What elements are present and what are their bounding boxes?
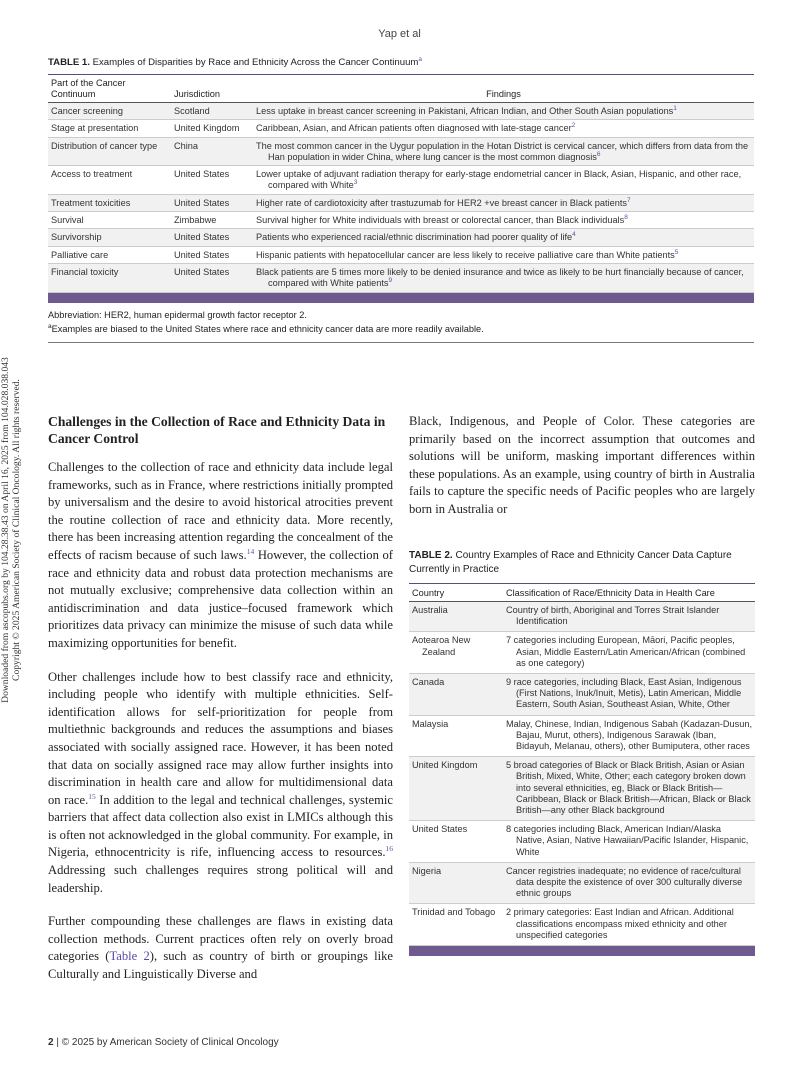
download-notice-line2: Copyright © 2025 American Society of Clinical Oncology. All rights reserved. [11, 379, 22, 681]
left-column [48, 413, 393, 1000]
table-2-cell-country: United Kingdom [412, 760, 478, 771]
table-1-cell-part: Stage at presentation [51, 123, 139, 134]
table-2-cell-classification: Cancer registries inadequate; no evidence of race/cultural data despite the existence of over 300 culturally diverse ethnic groups [506, 865, 743, 899]
table-1-row [48, 120, 754, 137]
table-1-title [48, 57, 754, 75]
running-header: Yap et al [378, 28, 421, 40]
table-1-bar [48, 293, 754, 303]
table-1-row [48, 263, 754, 292]
table-1-cell-jurisdiction: Zimbabwe [174, 215, 217, 226]
table-1 [48, 57, 754, 343]
table-2-cell-country: Nigeria [412, 865, 442, 876]
paragraph-2-text-c: Addressing such challenges requires strong political will and leadership. [48, 863, 393, 895]
table-1-cell-finding [256, 250, 751, 261]
table-2-row [409, 632, 755, 674]
paragraph-3-text-a: Further compounding these challenges are flaws in existing data collection methods. Current practices often rely on overly broad categories ( [48, 914, 393, 964]
table-1-finding-ref[interactable]: 8 [624, 214, 628, 222]
table-2-cell-classification: 2 primary categories: East Indian and African. Additional classifications encompass mixed ethnicity and other unspecified categories [506, 907, 734, 940]
paragraph-2-text-a: Other challenges include how to best classify race and ethnicity, including people who identify with multiple ethnicities. Self-identification allows for self-prioritization for people from multiethnic backgrounds and reduces the assumptions and biases associated with socially assigned race. However, it has been noted that data on socially assigned race may allow further insights into discrimination in health care and allow for multidimensional data on race. [48, 669, 393, 807]
table-1-row [48, 229, 754, 246]
table-2-row [409, 674, 755, 716]
table-1-cell-part: Access to treatment [51, 169, 133, 180]
table-1-cell-finding [256, 267, 751, 290]
table-1-finding-text: Lower uptake of adjuvant radiation therapy for early-stage endometrial cancer in Black, Asian, Hispanic, and other race, compared with White [256, 169, 742, 191]
table-2-label: TABLE 2. [409, 550, 453, 561]
table-1-cell-part: Survival [51, 215, 84, 226]
table-1-finding-ref[interactable]: 5 [674, 248, 679, 256]
paragraph-1-text-a: Challenges to the collection of race and ethnicity data include legal frameworks, such as in France, where restrictions initially prompted by universalism and the desire to avoid historical atrocities prevent the routine collection of race and ethnicity data. More recently, there has been increasing attention regarding the concealment of the effects of racism because of such laws. [48, 460, 393, 562]
table-1-footnote-text: Examples are biased to the United States where race and ethnicity cancer data are more readily available. [51, 323, 484, 334]
table-1-grid [48, 75, 754, 293]
table-2-cell-country: Trinidad and Tobago [412, 907, 496, 918]
table-1-finding-text: Hispanic patients with hepatocellular cancer are less likely to receive palliative care than White patients [256, 249, 675, 260]
table-1-finding-ref[interactable]: 2 [571, 122, 576, 130]
table-2-row [409, 715, 755, 757]
table-1-cell-part: Treatment toxicities [51, 197, 131, 208]
table-1-cell-finding [256, 215, 751, 226]
table-1-finding-ref[interactable]: 1 [673, 104, 677, 112]
table-2-cell-classification: 5 broad categories of Black or Black British, Asian or Asian British, Mixed, White, Other; each category broken down into several ethnicities, eg, Black or Black British—Caribbean, Black or Black British—African, Black or Black British—any other Black background [506, 760, 751, 816]
table-1-finding-ref[interactable]: 7 [627, 196, 631, 204]
table-2-cell-classification: 7 categories including European, Māori, Pacific peoples, Asian, Middle Eastern/Latin American/African (combined as one category) [506, 635, 746, 668]
table-1-cell-part: Distribution of cancer type [51, 140, 158, 151]
table-1-cell-part: Survivorship [51, 232, 102, 243]
page-footer [48, 1037, 279, 1048]
table-2-header-country: Country [409, 584, 503, 602]
table-1-caption: Examples of Disparities by Race and Ethnicity Across the Cancer Continuum [92, 57, 419, 68]
table-2-cell-country: Malaysia [412, 718, 449, 729]
table-1-body [48, 103, 754, 293]
paragraph-2 [48, 669, 393, 898]
table-1-row [48, 137, 754, 166]
table-1-finding-ref[interactable]: 4 [572, 231, 576, 239]
table-2-row [409, 821, 755, 863]
footer-separator: | [56, 1037, 62, 1048]
table-2-row [409, 904, 755, 946]
paragraph-2-text-b: In addition to the legal and technical challenges, systemic barriers that affect data collection also exist in LMICs although this is often not acknowledged in the global community. For example, in Nigeria, ethnocentricity is rife, influencing access to resources. [48, 792, 393, 860]
table-1-cell-finding [256, 232, 751, 243]
table-1-finding-text: Less uptake in breast cancer screening in Pakistani, African Indian, and Other South Asian populations [256, 106, 674, 116]
table-1-cell-jurisdiction: Scotland [174, 106, 210, 116]
table-2-cell-country: Aotearoa New Zealand [412, 635, 471, 657]
citation-16[interactable]: 16 [385, 844, 393, 854]
table-1-cell-finding [256, 169, 751, 192]
table-1-cell-finding [256, 123, 751, 134]
table-2-caption: Country Examples of Race and Ethnicity Cancer Data Capture Currently in Practice [409, 550, 732, 575]
table-2 [409, 549, 755, 956]
table-2-grid [409, 584, 755, 946]
table-1-row [48, 212, 754, 229]
table-1-row [48, 246, 754, 263]
table-2-cell-country: United States [412, 824, 468, 835]
table-1-row [48, 103, 754, 120]
paragraph-3 [48, 913, 393, 983]
table-2-body [409, 602, 755, 946]
table-1-cell-jurisdiction: United States [174, 232, 230, 243]
right-paragraph: Black, Indigenous, and People of Color. These categories are primarily based on the incorrect assumption that outcomes and solutions will be uniform, masking important differences within these populations. As an example, using country of birth in Australia fails to capture the specific needs of Pacific peoples who are largely born in Australia or [409, 414, 755, 516]
table-1-cell-part: Cancer screening [51, 106, 124, 116]
paragraph-1-text-b: However, the collection of race and ethnicity data and robust data protection mechanisms are not mutually exclusive; comprehensive data collection within an antidiscrimination and data justice–focused framework which prioritizes data privacy can minimize the misuse of such data while maximizing opportunities for benefit. [48, 547, 393, 650]
table-1-title-sup: a [418, 55, 423, 63]
table-1-header-jurisdiction: Jurisdiction [171, 75, 253, 103]
citation-15[interactable]: 15 [88, 791, 96, 801]
section-heading: Challenges in the Collection of Race and Ethnicity Data in Cancer Control [48, 414, 386, 446]
table-1-cell-jurisdiction: China [174, 140, 199, 151]
table-1-footnote [48, 322, 754, 336]
table-2-title [409, 549, 755, 584]
table-2-row [409, 757, 755, 821]
table-1-cell-part: Financial toxicity [51, 266, 119, 277]
table-1-label: TABLE 1. [48, 57, 90, 68]
table-1-finding-ref[interactable]: 3 [353, 179, 358, 187]
table-1-header-part: Part of the Cancer Continuum [48, 75, 171, 103]
table-1-finding-text: Patients who experienced racial/ethnic discrimination had poorer quality of life [256, 232, 573, 243]
footer-copyright: © 2025 by American Society of Clinical Oncology [61, 1037, 279, 1048]
table-1-cell-jurisdiction: United Kingdom [174, 123, 240, 134]
table-1-finding-ref[interactable]: 9 [388, 277, 393, 285]
table-2-link[interactable]: Table 2 [109, 949, 150, 964]
table-2-cell-classification: Country of birth, Aboriginal and Torres Strait Islander Identification [506, 605, 720, 627]
table-1-cell-finding [256, 141, 751, 164]
paragraph-1 [48, 459, 393, 653]
table-1-row [48, 166, 754, 195]
table-1-abbreviation: Abbreviation: HER2, human epidermal growth factor receptor 2. [48, 309, 307, 320]
table-2-cell-classification: 8 categories including Black, American Indian/Alaska Native, Asian, Native Hawaiian/Pacific Islander, Hispanic, White [506, 824, 749, 857]
table-1-cell-finding [256, 106, 751, 117]
table-2-cell-classification: Malay, Chinese, Indian, Indigenous Sabah (Kadazan-Dusun, Bajau, Murut, others), Indigenous Sarawak (Iban, Bidayuh, Melanau, others), other Bumiputera, other races [506, 718, 753, 752]
table-1-finding-text: Higher rate of cardiotoxicity after trastuzumab for HER2 +ve breast cancer in Black patients [256, 197, 627, 208]
table-2-header-classification: Classification of Race/Ethnicity Data in Health Care [503, 584, 755, 602]
right-column [409, 413, 755, 535]
citation-14[interactable]: 14 [246, 546, 255, 556]
table-1-end-rule [48, 336, 754, 343]
table-1-cell-jurisdiction: United States [174, 266, 230, 277]
page-number: 2 [48, 1037, 54, 1048]
table-1-cell-jurisdiction: United States [174, 169, 230, 180]
table-2-bar [409, 946, 755, 956]
table-2-cell-country: Australia [412, 605, 448, 615]
table-1-footnotes [48, 303, 754, 336]
paragraph-3-text-b: ), such as country of birth or groupings like Culturally and Linguistically Diverse and [48, 949, 393, 982]
table-2-row [409, 862, 755, 904]
table-1-finding-text: The most common cancer in the Uygur population in the Hotan District is cervical cancer, which differs from data from the Han population in wider China, where lung cancer is the most common diagnosis [256, 140, 749, 162]
table-1-cell-jurisdiction: United States [174, 249, 230, 260]
table-1-cell-jurisdiction: United States [174, 197, 230, 208]
table-2-cell-country: Canada [412, 677, 445, 688]
download-notice [0, 340, 22, 720]
table-1-footnote-mark: a [48, 322, 52, 330]
table-1-cell-finding [256, 198, 751, 209]
table-1-finding-text: Black patients are 5 times more likely to be denied insurance and twice as likely to be hurt financially because of cancer, compared with White patients [256, 266, 744, 289]
table-1-finding-ref[interactable]: 6 [596, 150, 601, 158]
table-1-finding-text: Caribbean, Asian, and African patients often diagnosed with late-stage cancer [256, 123, 572, 134]
table-2-row [409, 602, 755, 632]
table-1-finding-text: Survival higher for White individuals with breast or colorectal cancer, than Black individuals [256, 215, 625, 226]
table-1-cell-part: Palliative care [51, 249, 109, 260]
table-1-header-findings: Findings [253, 75, 754, 103]
table-1-row [48, 194, 754, 211]
table-2-cell-classification: 9 race categories, including Black, East Asian, Indigenous (First Nations, Inuk/Inuit, Metis), Latin American, Middle Eastern, South Asian, Southeast Asian, White, Other [506, 677, 742, 710]
download-notice-line1: Downloaded from ascopubs.org by 104.28.38.43 on April 16, 2025 from 104.028.038.043 [0, 357, 11, 703]
